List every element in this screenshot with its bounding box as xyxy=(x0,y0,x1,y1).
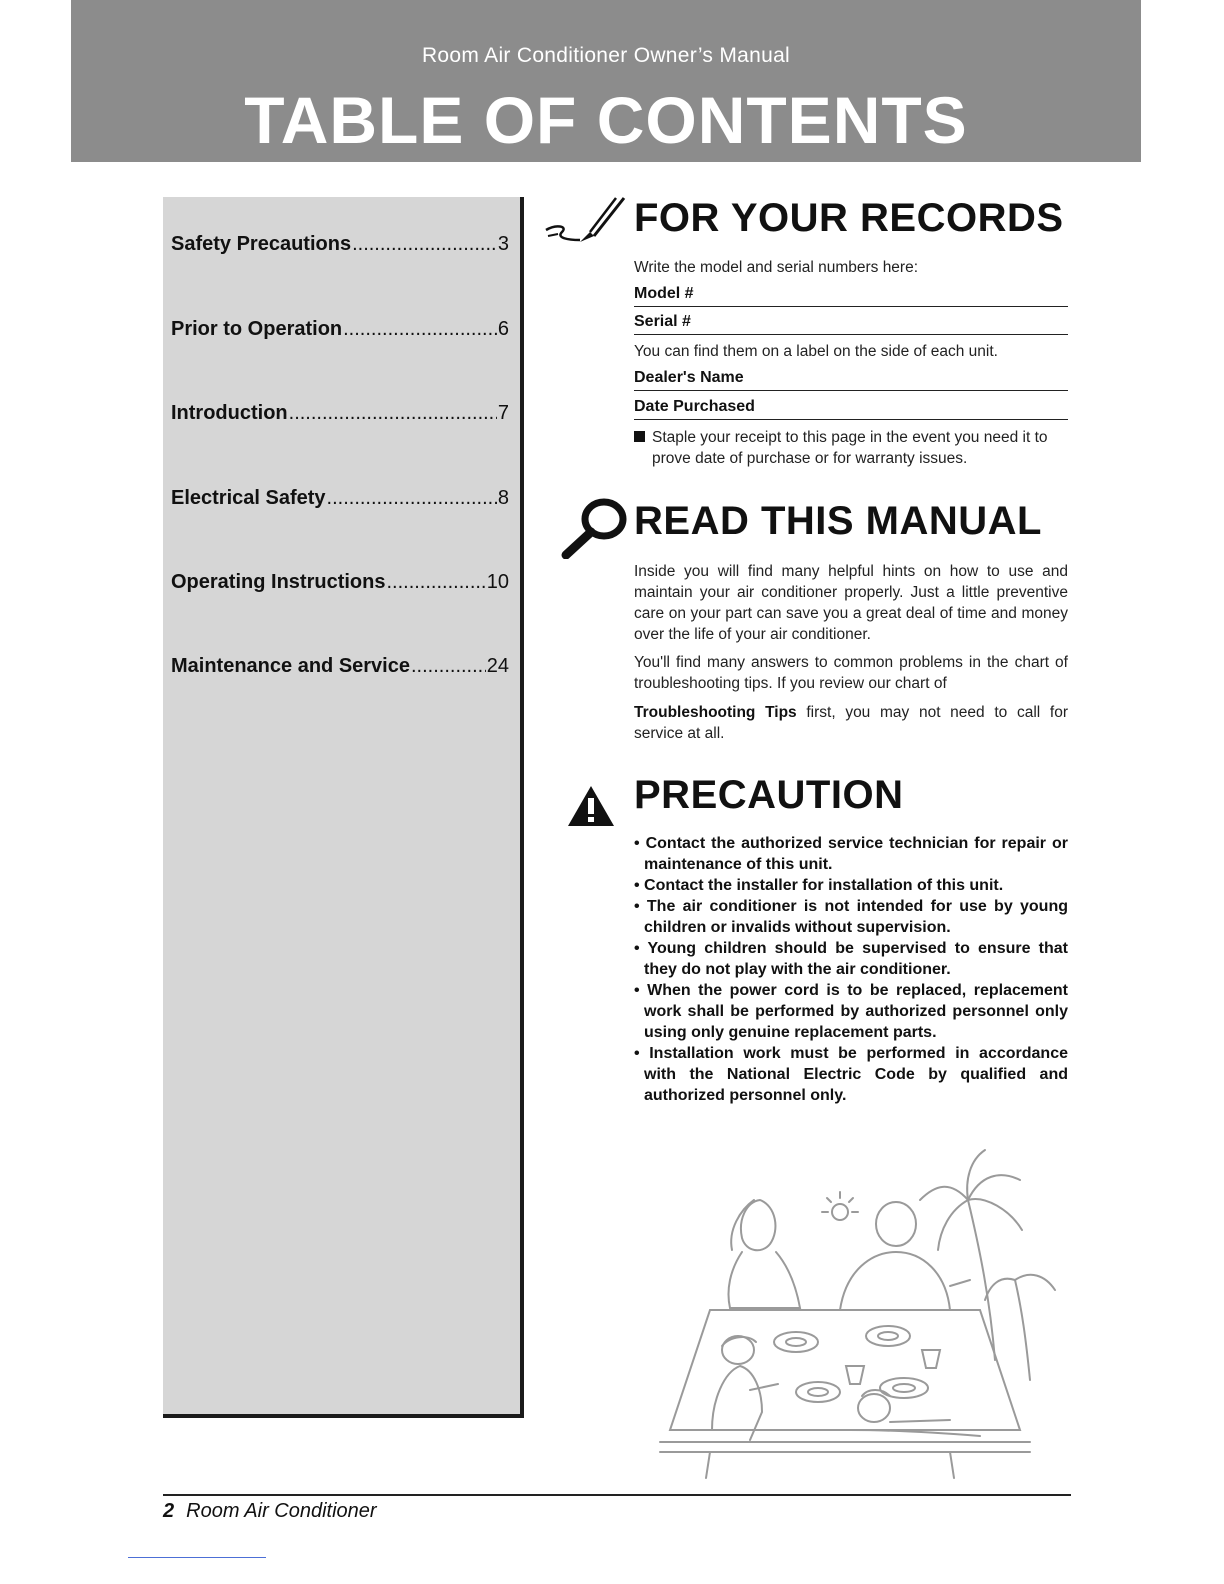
warning-icon xyxy=(566,784,616,828)
toc-page: 24 xyxy=(486,655,509,677)
precaution-item: • The air conditioner is not intended for use by young children or invalids without supervision. xyxy=(634,896,1068,938)
date-purchased-field[interactable]: Date Purchased xyxy=(634,398,1068,420)
toc-page: 6 xyxy=(497,318,509,340)
manual-subtitle: Room Air Conditioner Owner’s Manual xyxy=(421,44,791,67)
toc-item-maintenance-and-service[interactable] xyxy=(171,655,509,678)
toc-leader xyxy=(343,318,497,341)
precaution-item: • Young children should be supervised to ensure that they do not play with the air conditioner. xyxy=(634,938,1068,980)
page-number: 2 xyxy=(163,1500,175,1522)
precaution-title: PRECAUTION xyxy=(634,773,904,817)
toc-label: Prior to Operation xyxy=(171,318,343,340)
staple-note xyxy=(634,427,1068,469)
serial-number-field[interactable]: Serial # xyxy=(634,313,1068,335)
read-manual-title: READ THIS MANUAL xyxy=(634,499,1042,543)
toc-item-safety-precautions[interactable] xyxy=(171,233,509,256)
toc-page: 3 xyxy=(497,233,509,255)
read-manual-para-1: Inside you will find many helpful hints on how to use and maintain your air conditioner properly. Just a little preventive care on your part can save you a great deal of time and money over the life of your air conditioner. xyxy=(634,563,1068,643)
footer-rule xyxy=(163,1494,1071,1496)
toc-leader xyxy=(289,402,497,425)
precaution-item: • Contact the installer for installation of this unit. xyxy=(634,875,1068,896)
toc-item-operating-instructions[interactable] xyxy=(171,571,509,594)
toc-page: 8 xyxy=(497,487,509,509)
records-title: FOR YOUR RECORDS xyxy=(634,196,1064,240)
read-manual-para-3-text: first, you may not need to call for service at all. xyxy=(634,704,1068,742)
toc-item-electrical-safety[interactable] xyxy=(171,487,509,510)
toc-panel xyxy=(163,197,524,1418)
square-bullet-icon xyxy=(634,431,645,442)
records-intro: Write the model and serial numbers here: xyxy=(634,259,919,276)
staple-note-text: Staple your receipt to this page in the event you need it to prove date of purchase or for warranty issues. xyxy=(652,429,1048,467)
page-footer xyxy=(163,1500,377,1523)
precaution-item: • When the power cord is to be replaced, replacement work shall be performed by authorized personnel only using only genuine replacement parts. xyxy=(634,980,1068,1043)
bottom-edge-line xyxy=(128,1557,266,1558)
precaution-item: • Contact the authorized service technician for repair or maintenance of this unit. xyxy=(634,833,1068,875)
read-manual-para-3 xyxy=(634,702,1068,744)
toc-item-introduction[interactable] xyxy=(171,402,509,425)
magnifier-icon xyxy=(560,497,630,559)
label-note: You can find them on a label on the side of each unit. xyxy=(634,343,998,360)
toc-leader xyxy=(327,487,497,510)
troubleshooting-tips-label: Troubleshooting Tips xyxy=(634,704,797,721)
footer-text: Room Air Conditioner xyxy=(186,1500,377,1522)
toc-leader xyxy=(352,233,497,256)
pen-icon xyxy=(542,196,628,248)
picnic-illustration xyxy=(650,1140,1070,1485)
toc-label: Introduction xyxy=(171,402,288,424)
read-manual-para-2: You'll find many answers to common problems in the chart of troubleshooting tips. If you review our chart of xyxy=(634,654,1068,692)
toc-page: 7 xyxy=(497,402,509,424)
toc-label: Electrical Safety xyxy=(171,487,326,509)
precaution-item: • Installation work must be performed in accordance with the National Electric Code by qualified and authorized personnel only. xyxy=(634,1043,1068,1106)
toc-item-prior-to-operation[interactable] xyxy=(171,318,509,341)
header-banner xyxy=(71,0,1141,162)
model-number-field[interactable]: Model # xyxy=(634,285,1068,307)
toc-leader xyxy=(411,655,486,678)
dealer-name-field[interactable]: Dealer's Name xyxy=(634,369,1068,391)
toc-page: 10 xyxy=(486,571,509,593)
precaution-list xyxy=(634,833,1068,1106)
toc-leader xyxy=(386,571,485,594)
toc-label: Safety Precautions xyxy=(171,233,352,255)
toc-label: Maintenance and Service xyxy=(171,655,410,677)
toc-label: Operating Instructions xyxy=(171,571,386,593)
page-title: TABLE OF CONTENTS xyxy=(244,83,968,157)
